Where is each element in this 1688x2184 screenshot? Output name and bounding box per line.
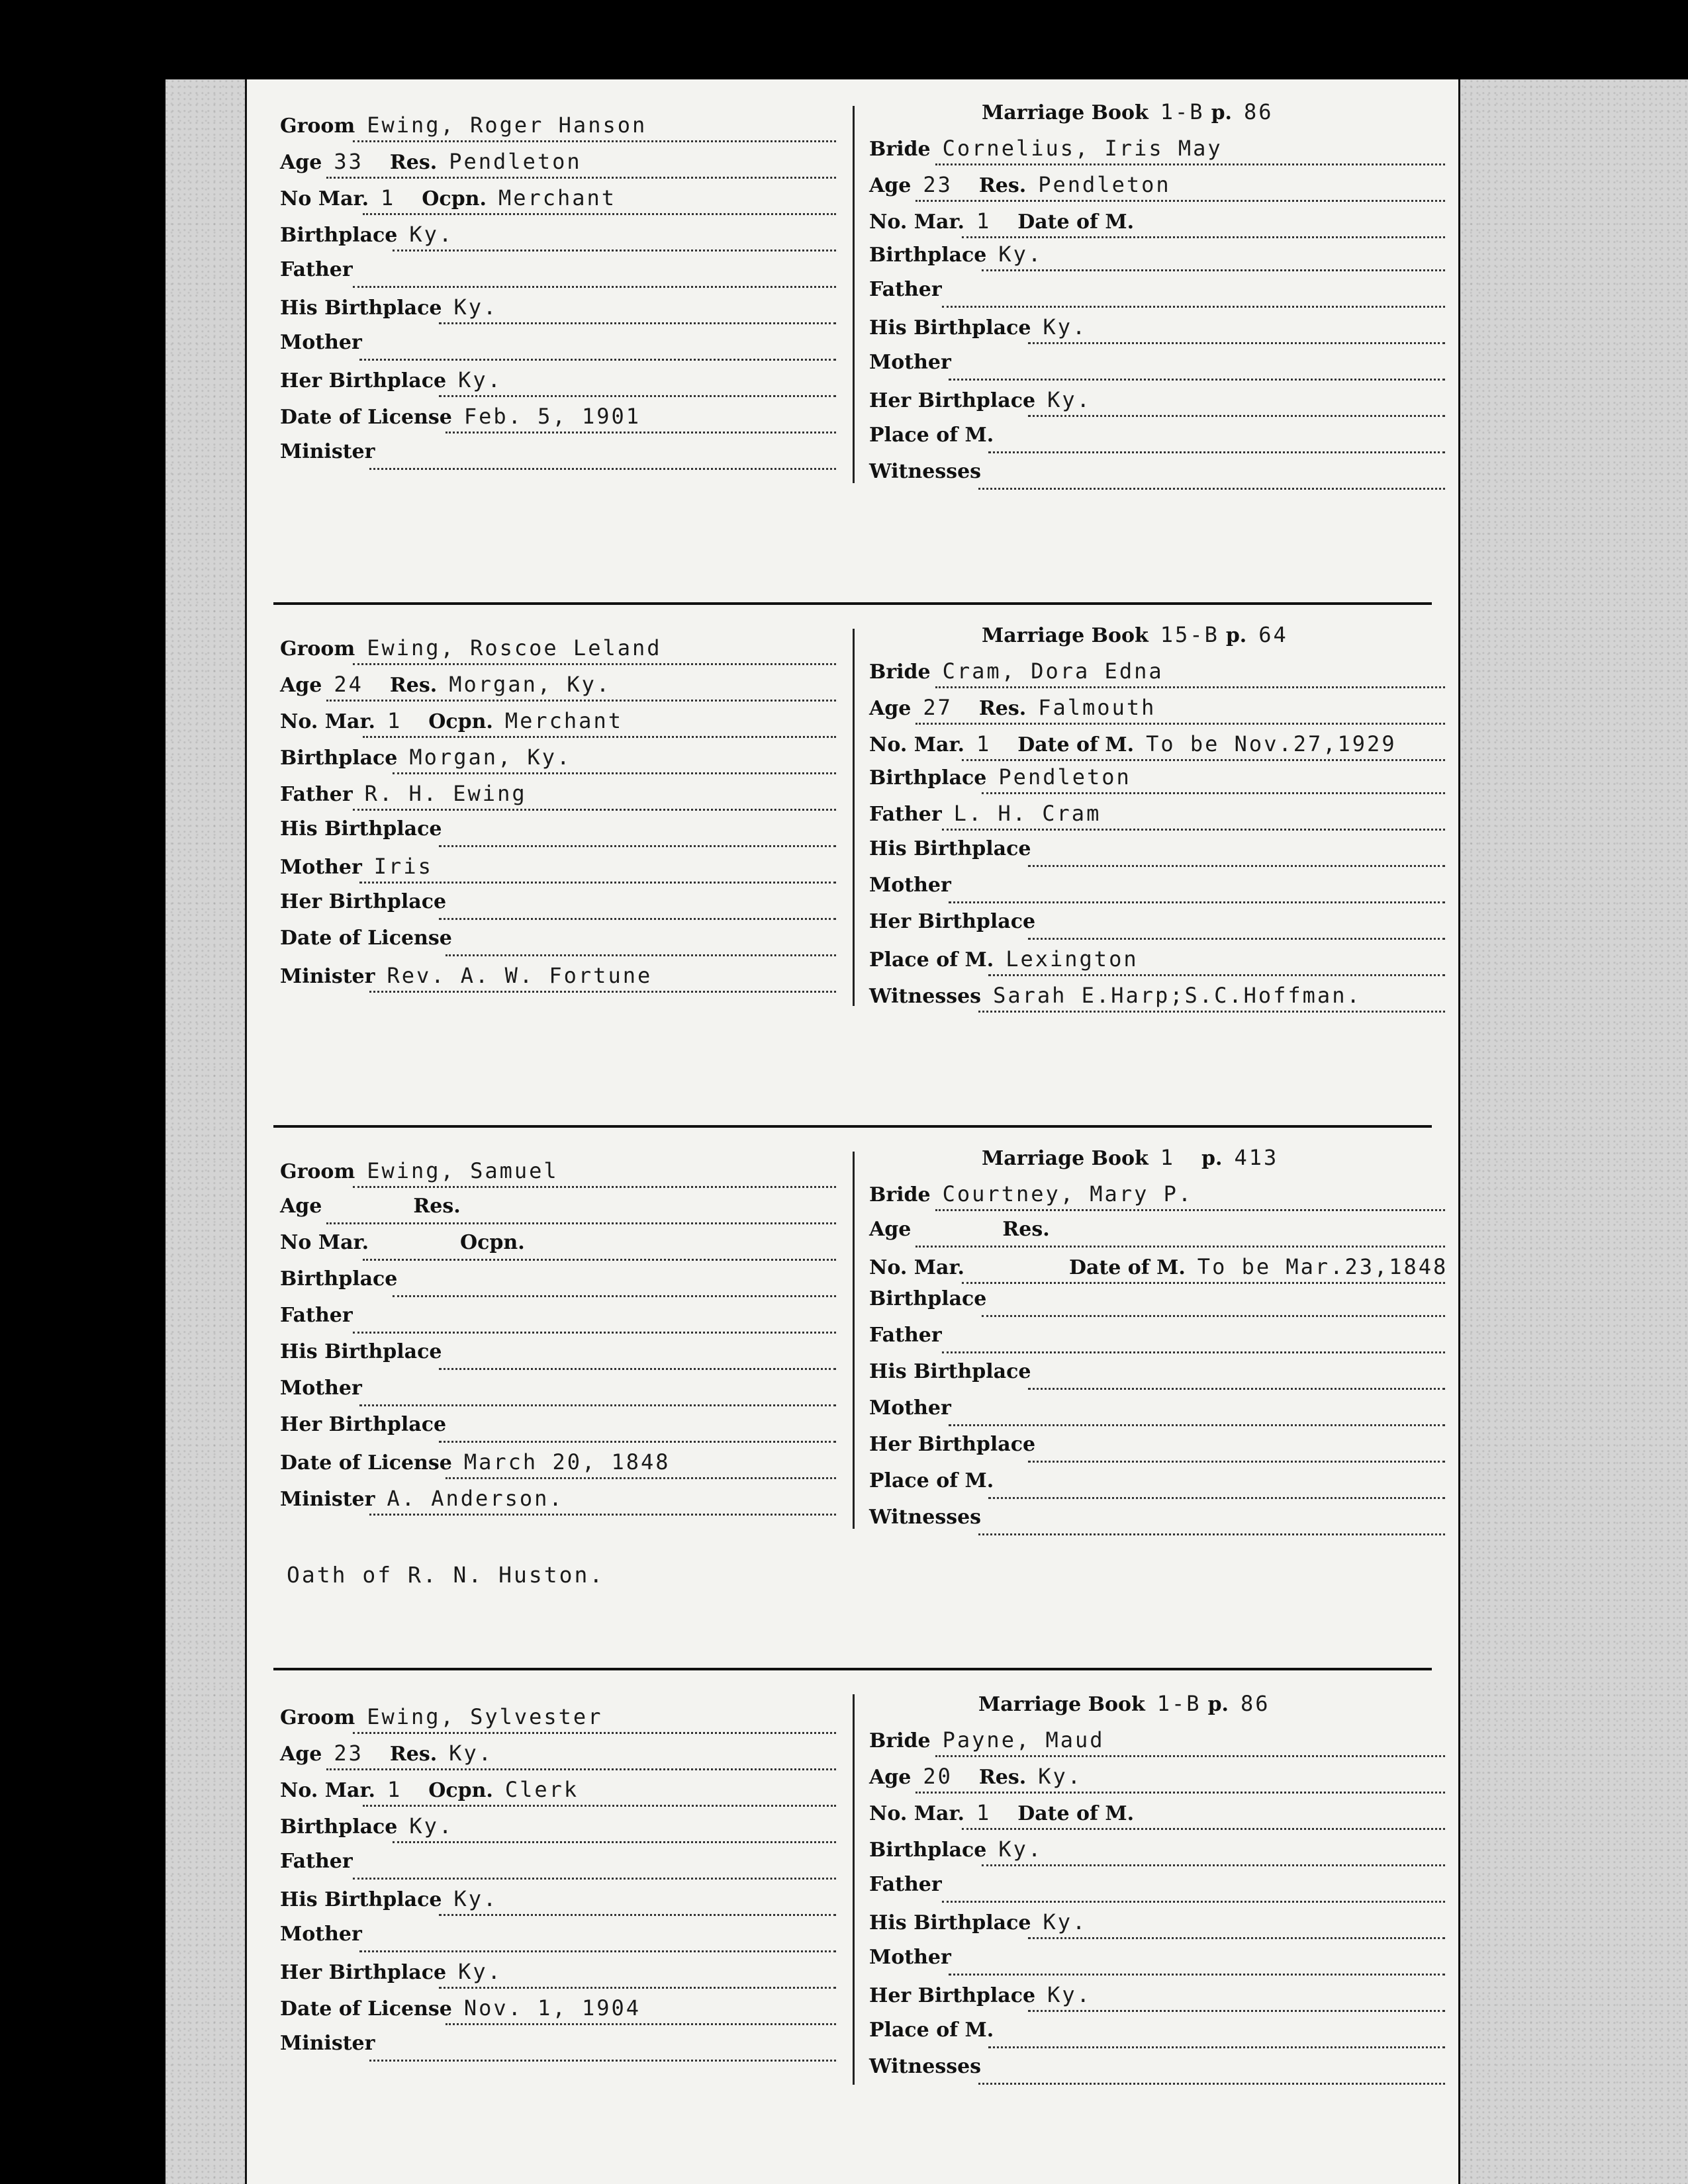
groom-no-mar-value: 1 — [381, 185, 396, 210]
groom-father-value: R. H. Ewing — [364, 781, 527, 806]
groom-age-value: 24 — [334, 672, 363, 697]
groom-name-field: Groom Ewing, Roscoe Leland — [280, 635, 662, 660]
bride-age-field: Age 20 Res. Ky. — [869, 1764, 1083, 1789]
bride-her-birthplace-field: Her Birthplace — [869, 1433, 1036, 1456]
groom-no-mar-field: No. Mar. 1 Ocpn. Clerk — [280, 1777, 579, 1802]
bride-place-of-m-value: Lexington — [1006, 946, 1139, 972]
groom-father-field: Father R. H. Ewing — [280, 781, 527, 806]
groom-minister-field: Minister — [280, 2032, 375, 2055]
bride-mother-field: Mother — [869, 1946, 951, 1969]
marriage-page-value: 64 — [1258, 622, 1288, 647]
bride-age-field: Age 27 Res. Falmouth — [869, 695, 1156, 720]
marriage-page-value: 86 — [1243, 99, 1274, 124]
groom-ocpn-value: Merchant — [498, 185, 617, 210]
bride-place-of-m-field: Place of M. Lexington — [869, 946, 1139, 972]
bride-father-field: Father — [869, 1873, 942, 1896]
groom-birthplace-value: Morgan, Ky. — [409, 745, 572, 770]
bride-place-of-m-field: Place of M. — [869, 2019, 994, 2042]
groom-res-value: Morgan, Ky. — [449, 672, 612, 697]
bride-witnesses-field: Witnesses — [869, 2055, 982, 2078]
column-divider — [853, 629, 855, 1006]
groom-her-birthplace-field: Her Birthplace Ky. — [280, 1959, 502, 1984]
bride-her-birthplace-field: Her Birthplace Ky. — [869, 1982, 1092, 2007]
marriage-page-value: 86 — [1240, 1691, 1270, 1716]
bride-res-value: Pendleton — [1038, 172, 1171, 197]
bride-birthplace-value: Ky. — [998, 1837, 1043, 1862]
groom-name-value: Ewing, Roscoe Leland — [367, 635, 662, 660]
groom-ocpn-value: Clerk — [504, 1777, 579, 1802]
groom-name-field: Groom Ewing, Sylvester — [280, 1704, 603, 1729]
bride-name-field: Bride Cornelius, Iris May — [869, 136, 1223, 161]
groom-mother-field: Mother — [280, 1377, 362, 1400]
marriage-book-field: Marriage Book 1 p. 413 — [982, 1145, 1279, 1170]
bride-place-of-m-field: Place of M. — [869, 424, 994, 447]
groom-date-of-license-field: Date of License Nov. 1, 1904 — [280, 1995, 641, 2021]
bride-her-birthplace-value: Ky. — [1047, 387, 1092, 412]
groom-age-value: 33 — [334, 149, 363, 174]
bride-no-mar-field: No. Mar. 1 Date of M. — [869, 1800, 1135, 1825]
groom-birthplace-field: Birthplace Ky. — [280, 222, 454, 247]
bride-age-value: 23 — [923, 172, 953, 197]
marriage-book-field: Marriage Book 1-B p. 86 — [978, 1691, 1270, 1716]
bride-his-birthplace-value: Ky. — [1043, 314, 1088, 340]
marriage-book-value: 15-B — [1160, 622, 1219, 647]
groom-her-birthplace-value: Ky. — [458, 367, 502, 392]
bride-his-birthplace-field: His Birthplace Ky. — [869, 1909, 1088, 1934]
bride-no-mar-field: No. Mar. Date of M. To be Mar.23,1848 — [869, 1254, 1448, 1279]
groom-date-of-license-value: Feb. 5, 1901 — [463, 404, 641, 429]
groom-birthplace-value: Ky. — [409, 222, 454, 247]
groom-mother-field: Mother — [280, 1923, 362, 1946]
bride-his-birthplace-field: His Birthplace — [869, 837, 1031, 860]
groom-minister-value: Rev. A. W. Fortune — [387, 963, 653, 988]
bride-birthplace-value: Pendleton — [998, 764, 1131, 790]
bride-her-birthplace-value: Ky. — [1047, 1982, 1092, 2007]
bride-birthplace-field: Birthplace — [869, 1287, 987, 1310]
bride-father-value: L. H. Cram — [953, 801, 1102, 826]
groom-res-value: Pendleton — [449, 149, 582, 174]
groom-his-birthplace-field: His Birthplace — [280, 817, 442, 841]
groom-no-mar-field: No Mar. Ocpn. — [280, 1231, 525, 1254]
groom-his-birthplace-field: His Birthplace Ky. — [280, 295, 498, 320]
groom-minister-field: Minister Rev. A. W. Fortune — [280, 963, 653, 988]
groom-no-mar-value: 1 — [387, 708, 402, 733]
bride-no-mar-field: No. Mar. 1 Date of M. — [869, 208, 1135, 234]
marriage-book-field: Marriage Book 1-B p. 86 — [982, 99, 1274, 124]
groom-father-field: Father — [280, 1850, 353, 1873]
marriage-record-form — [245, 79, 1460, 2184]
bride-name-field: Bride Courtney, Mary P. — [869, 1181, 1194, 1206]
column-divider — [853, 106, 855, 483]
groom-name-field: Groom Ewing, Roger Hanson — [280, 113, 647, 138]
bride-his-birthplace-field: His Birthplace Ky. — [869, 314, 1088, 340]
bride-her-birthplace-field: Her Birthplace Ky. — [869, 387, 1092, 412]
groom-father-field: Father — [280, 1304, 353, 1327]
bride-name-field: Bride Cram, Dora Edna — [869, 659, 1164, 684]
groom-mother-field: Mother Iris — [280, 854, 433, 879]
groom-his-birthplace-field: His Birthplace Ky. — [280, 1886, 498, 1911]
groom-birthplace-field: Birthplace Ky. — [280, 1813, 454, 1839]
column-divider — [853, 1694, 855, 2085]
bride-name-field: Bride Payne, Maud — [869, 1727, 1105, 1752]
groom-res-value: Ky. — [449, 1741, 494, 1766]
bride-birthplace-field: Birthplace Pendleton — [869, 764, 1131, 790]
groom-ocpn-value: Merchant — [504, 708, 623, 733]
bride-res-value: Ky. — [1038, 1764, 1083, 1789]
column-divider — [853, 1152, 855, 1529]
groom-age-field: Age Res. — [280, 1195, 461, 1218]
groom-date-of-license-value: Nov. 1, 1904 — [463, 1995, 641, 2021]
bride-mother-field: Mother — [869, 1396, 951, 1420]
bride-name-value: Payne, Maud — [942, 1727, 1105, 1752]
bride-no-mar-value: 1 — [976, 1800, 992, 1825]
groom-his-birthplace-value: Ky. — [453, 295, 498, 320]
groom-birthplace-value: Ky. — [409, 1813, 454, 1839]
groom-her-birthplace-field: Her Birthplace — [280, 1413, 447, 1436]
bride-res-value: Falmouth — [1038, 695, 1156, 720]
bride-no-mar-value: 1 — [976, 208, 992, 234]
groom-age-field: Age 24 Res. Morgan, Ky. — [280, 672, 612, 697]
bride-no-mar-field: No. Mar. 1 Date of M. To be Nov.27,1929 — [869, 731, 1397, 756]
bride-age-field: Age 23 Res. Pendleton — [869, 172, 1171, 197]
groom-her-birthplace-field: Her Birthplace Ky. — [280, 367, 502, 392]
bride-his-birthplace-value: Ky. — [1043, 1909, 1088, 1934]
bride-birthplace-field: Birthplace Ky. — [869, 1837, 1043, 1862]
groom-date-of-license-field: Date of License — [280, 927, 452, 950]
marriage-page-value: 413 — [1234, 1145, 1279, 1170]
groom-mother-field: Mother — [280, 331, 362, 354]
groom-no-mar-field: No Mar. 1 Ocpn. Merchant — [280, 185, 617, 210]
groom-age-field: Age 23 Res. Ky. — [280, 1741, 494, 1766]
groom-date-of-license-field: Date of License Feb. 5, 1901 — [280, 404, 641, 429]
bride-father-field: Father — [869, 278, 942, 301]
groom-father-field: Father — [280, 258, 353, 281]
bride-name-value: Cram, Dora Edna — [942, 659, 1164, 684]
groom-name-value: Ewing, Samuel — [367, 1158, 559, 1183]
groom-birthplace-field: Birthplace Morgan, Ky. — [280, 745, 572, 770]
groom-minister-field: Minister — [280, 440, 375, 463]
bride-her-birthplace-field: Her Birthplace — [869, 910, 1036, 933]
groom-name-value: Ewing, Sylvester — [367, 1704, 603, 1729]
bride-mother-field: Mother — [869, 351, 951, 374]
groom-her-birthplace-value: Ky. — [458, 1959, 502, 1984]
bride-name-value: Courtney, Mary P. — [942, 1181, 1194, 1206]
record-note: Oath of R. N. Huston. — [287, 1562, 605, 1588]
bride-witnesses-field: Witnesses — [869, 460, 982, 483]
bride-no-mar-value: 1 — [976, 731, 992, 756]
bride-date-of-m-value: To be Nov.27,1929 — [1146, 731, 1397, 756]
bride-date-of-m-value: To be Mar.23,1848 — [1197, 1254, 1448, 1279]
groom-mother-value: Iris — [373, 854, 433, 879]
groom-his-birthplace-value: Ky. — [453, 1886, 498, 1911]
groom-date-of-license-value: March 20, 1848 — [463, 1449, 671, 1475]
bride-place-of-m-field: Place of M. — [869, 1469, 994, 1492]
bride-name-value: Cornelius, Iris May — [942, 136, 1223, 161]
groom-name-value: Ewing, Roger Hanson — [367, 113, 647, 138]
groom-date-of-license-field: Date of License March 20, 1848 — [280, 1449, 671, 1475]
bride-age-field: Age Res. — [869, 1218, 1050, 1241]
marriage-book-value: 1 — [1160, 1145, 1176, 1170]
bride-father-field: Father L. H. Cram — [869, 801, 1102, 826]
marriage-book-value: 1-B — [1156, 1691, 1201, 1716]
bride-birthplace-field: Birthplace Ky. — [869, 242, 1043, 267]
bride-witnesses-field: Witnesses — [869, 1506, 982, 1529]
bride-age-value: 27 — [923, 695, 953, 720]
marriage-book-value: 1-B — [1160, 99, 1205, 124]
groom-age-field: Age 33 Res. Pendleton — [280, 149, 582, 174]
groom-birthplace-field: Birthplace — [280, 1267, 398, 1291]
bride-father-field: Father — [869, 1324, 942, 1347]
bride-witnesses-field: Witnesses Sarah E.Harp;S.C.Hoffman. — [869, 983, 1362, 1008]
groom-no-mar-field: No. Mar. 1 Ocpn. Merchant — [280, 708, 623, 733]
groom-his-birthplace-field: His Birthplace — [280, 1340, 442, 1363]
record-separator — [273, 1668, 1432, 1670]
groom-age-value: 23 — [334, 1741, 363, 1766]
groom-minister-value: A. Anderson. — [387, 1486, 564, 1511]
marriage-book-field: Marriage Book 15-B p. 64 — [982, 622, 1288, 647]
bride-birthplace-value: Ky. — [998, 242, 1043, 267]
bride-age-value: 20 — [923, 1764, 953, 1789]
bride-his-birthplace-field: His Birthplace — [869, 1360, 1031, 1383]
groom-name-field: Groom Ewing, Samuel — [280, 1158, 559, 1183]
record-separator — [273, 1125, 1432, 1128]
groom-no-mar-value: 1 — [387, 1777, 402, 1802]
bride-mother-field: Mother — [869, 874, 951, 897]
bride-witnesses-value: Sarah E.Harp;S.C.Hoffman. — [993, 983, 1362, 1008]
groom-minister-field: Minister A. Anderson. — [280, 1486, 564, 1511]
record-separator — [273, 602, 1432, 605]
groom-her-birthplace-field: Her Birthplace — [280, 890, 447, 913]
